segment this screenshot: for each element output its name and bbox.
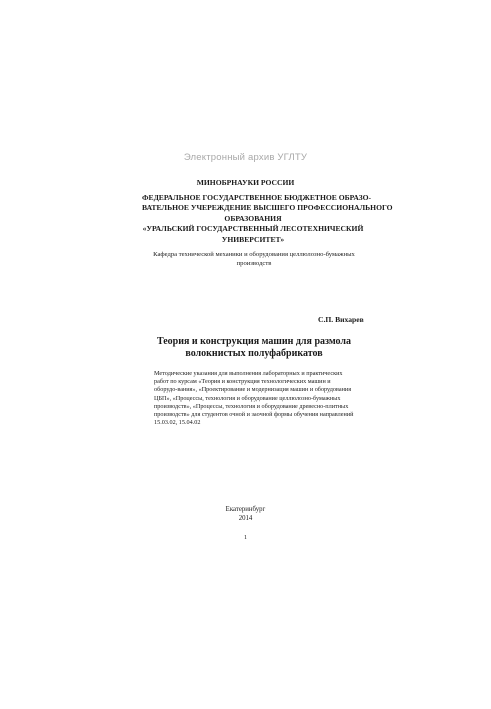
annotation-line: ЦБП», «Процессы, технология и оборудование целлюлозно-бумажных [154, 394, 341, 402]
publication-year: 2014 [238, 514, 253, 522]
annotation-line: производств» для студентов очной и заочной формы обучения направлений [154, 411, 354, 419]
document-title [120, 336, 388, 360]
department-line: производств [236, 259, 272, 267]
annotation-line: работ по курсам «Теория и конструкция технологических машин и [154, 378, 331, 386]
page-number: 1 [243, 534, 248, 541]
annotation-paragraph [154, 370, 365, 427]
department-line: Кафедра технической механики и оборудования целлюлозно-бумажных [153, 251, 355, 258]
imprint [0, 506, 491, 523]
university-line: ВАТЕЛЬНОЕ УЧЕРЕЖДЕНИЕ ВЫСШЕГО ПРОФЕССИОНАЛЬНОГО [142, 203, 393, 213]
ministry-heading: МИНОБРНАУКИ РОССИИ [196, 178, 295, 187]
university-line: «УРАЛЬСКИЙ ГОСУДАРСТВЕННЫЙ ЛЕСОТЕХНИЧЕСКИЙ [142, 224, 364, 234]
city-name: Екатеринбург [225, 506, 266, 513]
annotation-line: 15.03.02, 15.04.02 [154, 419, 201, 427]
department-name [136, 251, 372, 268]
university-line: ОБРАЗОВАНИЯ [224, 213, 282, 223]
university-line: УНИВЕРСИТЕТ» [221, 234, 285, 244]
author-name: С.П. Вихарев [318, 315, 364, 324]
annotation-line: оборудо-вания», «Проектирование и модернизация машин и оборудования [154, 386, 352, 394]
title-line: волокнистых полуфабрикатов [185, 348, 323, 359]
annotation-line: производств», «Процессы, технология и оборудование древесно-плитных [154, 402, 349, 410]
title-line: Теория и конструкция машин для размола [156, 336, 352, 347]
university-name [142, 193, 393, 245]
archive-watermark: Электронный архив УГЛТУ [183, 152, 308, 163]
annotation-line: Методические указания для выполнения лабораторных и практических [154, 370, 343, 377]
university-line: ФЕДЕРАЛЬНОЕ ГОСУДАРСТВЕННОЕ БЮДЖЕТНОЕ ОБРАЗО- [142, 193, 372, 202]
